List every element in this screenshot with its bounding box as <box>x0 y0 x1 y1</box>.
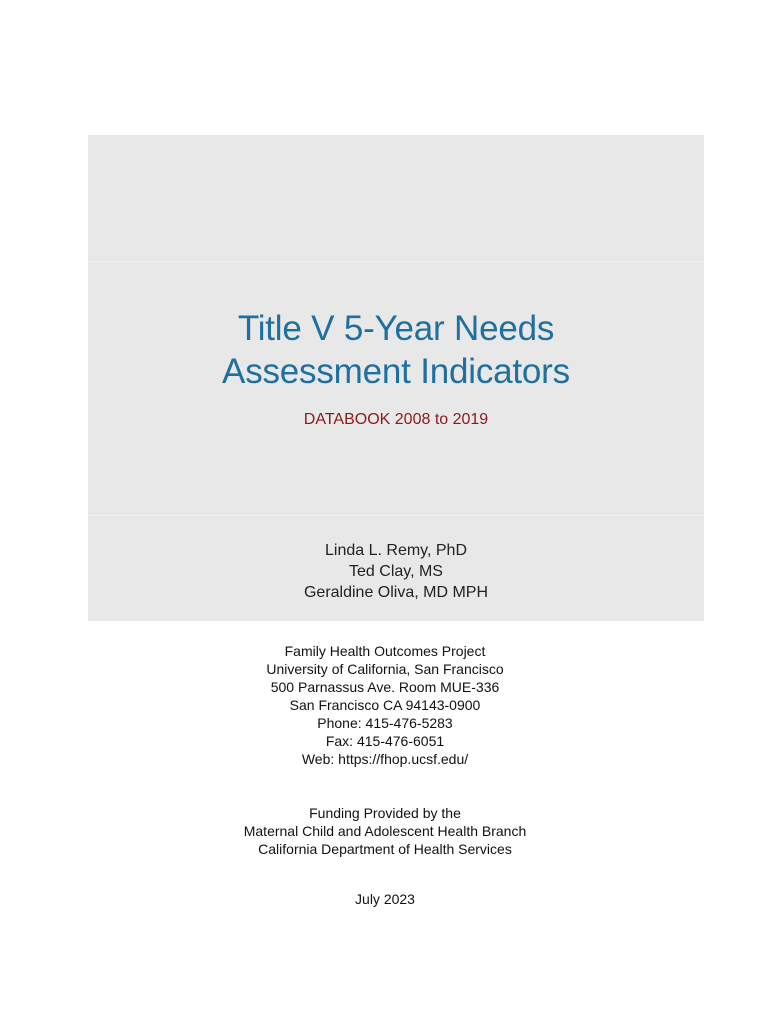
city-address: San Francisco CA 94143-0900 <box>289 697 481 713</box>
author-name: Linda L. Remy, PhD <box>325 542 467 559</box>
university-name: University of California, San Francisco <box>266 661 504 677</box>
organization-name: Family Health Outcomes Project <box>284 643 486 659</box>
funding-line: Funding Provided by the <box>309 805 461 821</box>
funding-statement <box>0 804 770 858</box>
phone-number: Phone: 415-476-5283 <box>317 715 453 731</box>
title-line: Assessment Indicators <box>222 352 570 391</box>
title-line: Title V 5-Year Needs <box>237 309 555 348</box>
funding-line: Maternal Child and Adolescent Health Branch <box>243 823 527 839</box>
funding-line: California Department of Health Services <box>258 841 512 857</box>
panel-divider <box>88 261 704 262</box>
street-address: 500 Parnassus Ave. Room MUE-336 <box>270 679 500 695</box>
cover-panel <box>88 135 704 621</box>
author-list <box>88 540 704 603</box>
document-subtitle: DATABOOK 2008 to 2019 <box>303 411 489 428</box>
author-name: Ted Clay, MS <box>349 563 443 580</box>
publication-date: July 2023 <box>355 891 415 907</box>
author-name: Geraldine Oliva, MD MPH <box>303 584 489 601</box>
web-address: Web: https://fhop.ucsf.edu/ <box>301 751 469 767</box>
panel-divider <box>88 515 704 516</box>
fax-number: Fax: 415-476-6051 <box>325 733 445 749</box>
document-title <box>88 307 704 393</box>
organization-contact <box>0 642 770 768</box>
